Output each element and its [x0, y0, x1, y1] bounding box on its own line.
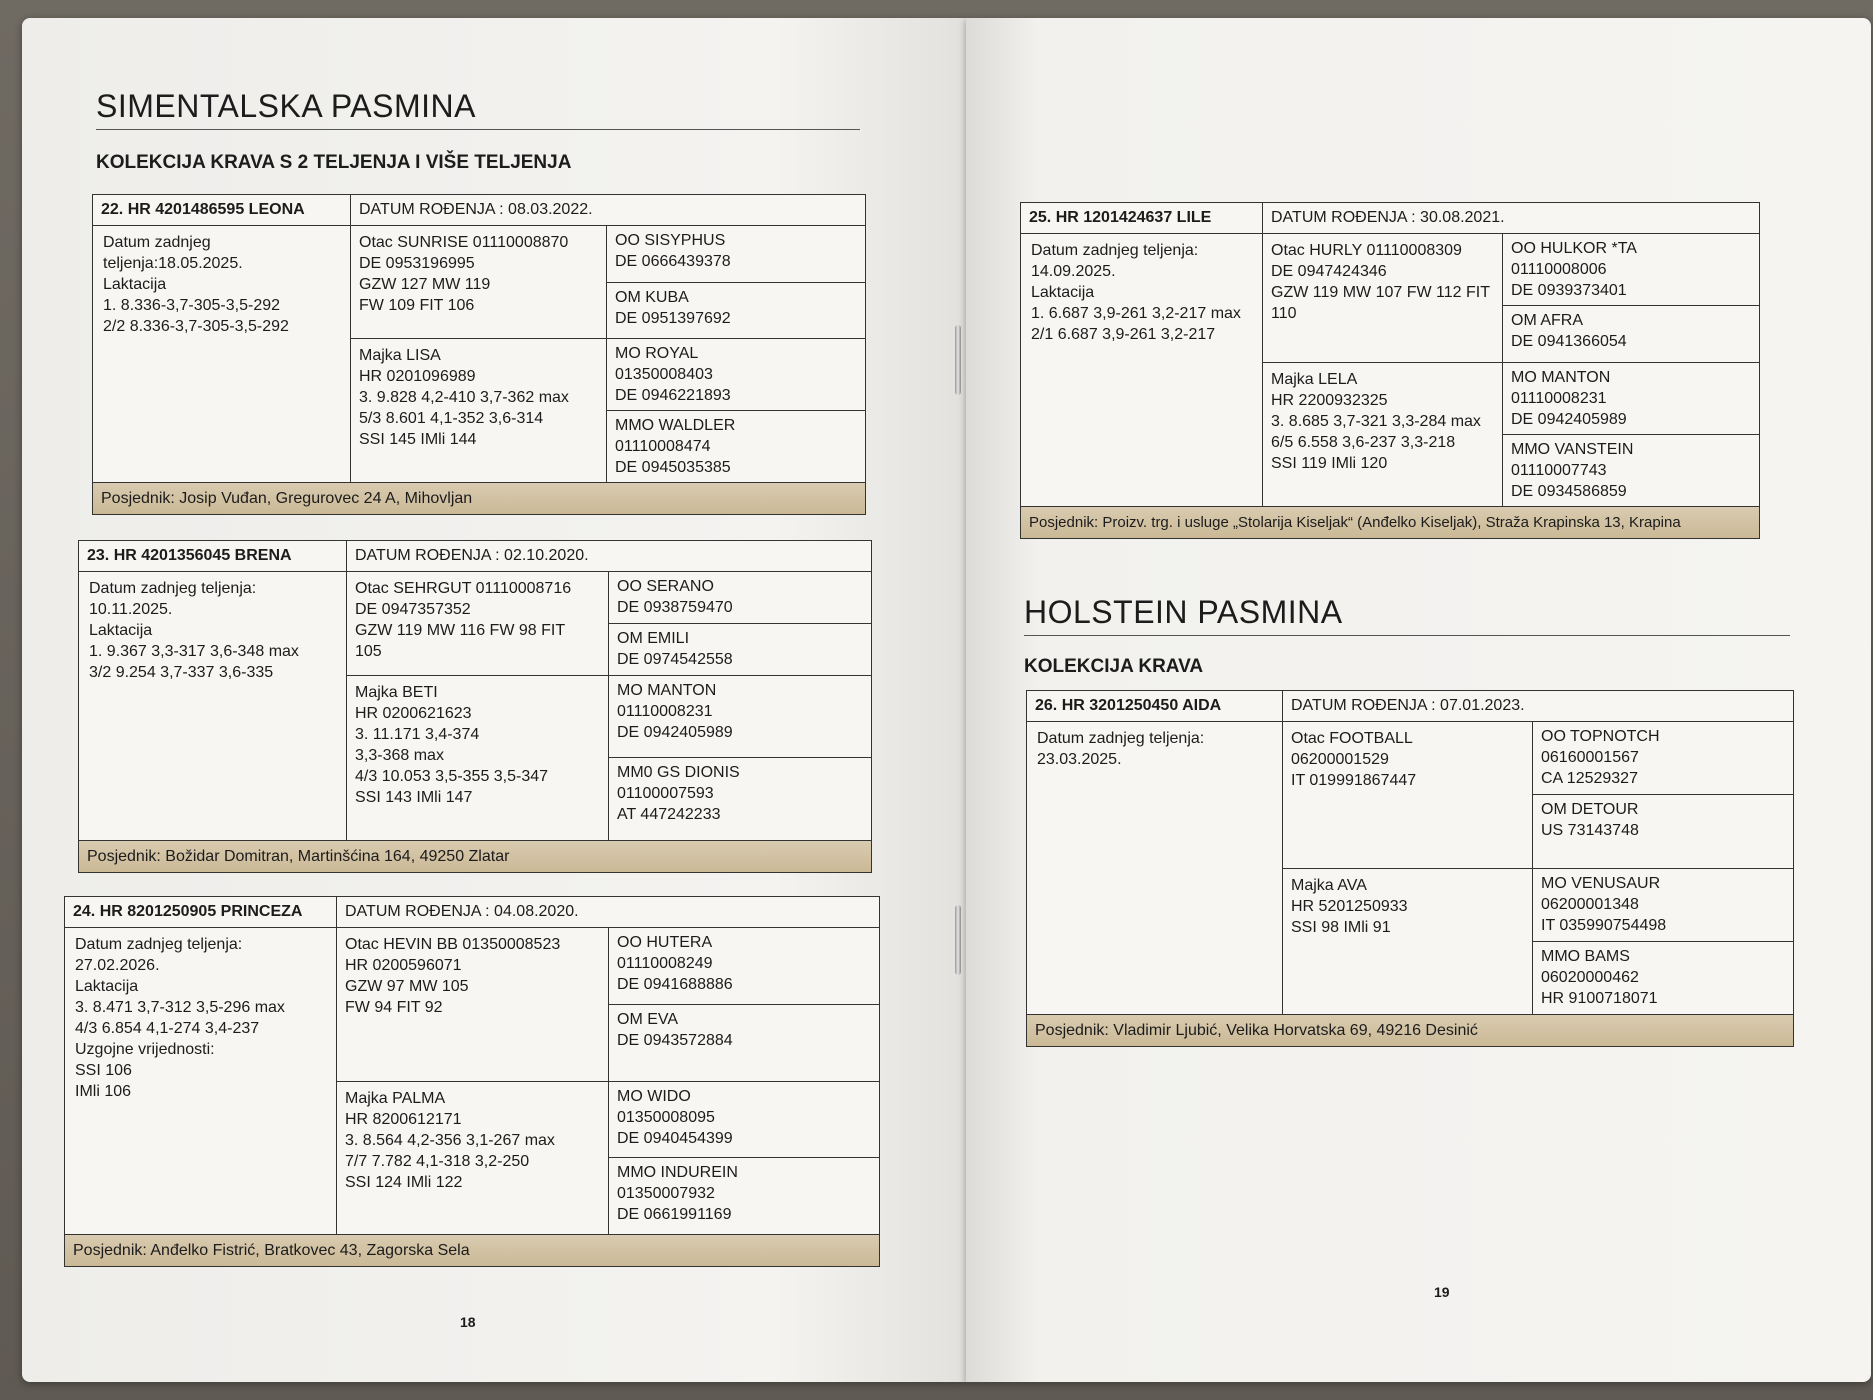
cow-id: 23. HR 4201356045 BRENA [79, 541, 347, 571]
cow-oo: OO HUTERA 01110008249 DE 0941688886 [609, 928, 879, 1005]
cow-dob: DATUM ROĐENJA : 07.01.2023. [1291, 697, 1525, 714]
cow-mother: Majka LISA HR 0201096989 3. 9.828 4,2-410 3,7-362 max 5/3 8.601 4,1-352 3,6-314 SSI 145 IMli 144 [351, 339, 607, 482]
cow-om: OM EMILI DE 0974542558 [617, 629, 733, 668]
cow-father: Otac FOOTBALL 06200001529 IT 019991867447 [1283, 722, 1533, 868]
cow-om: OM KUBA DE 0951397692 [615, 288, 731, 327]
cow-om: OM EVA DE 0943572884 [617, 1010, 733, 1049]
cow-calving-info: Datum zadnjeg teljenja: 27.02.2026. Laktacija 3. 8.471 3,7-312 3,5-296 max 4/3 6.854 4,1-274 3,4-237 Uzgojne vrijednosti: SSI 106 IMli 106 [65, 928, 337, 1234]
subsection-holstein: KOLEKCIJA KRAVA [1024, 656, 1204, 677]
cow-oo: OO HULKOR *TA 01110008006 DE 0939373401 [1503, 234, 1759, 306]
cow-father: Otac SEHRGUT 01110008716 DE 0947357352 GZW 119 MW 116 FW 98 FIT 105 [347, 572, 609, 675]
cow-mother: Majka LELA HR 2200932325 3. 8.685 3,7-321 3,3-284 max 6/5 6.558 3,6-237 3,3-218 SSI 119 IMli 120 [1263, 363, 1503, 506]
section-title-holstein: HOLSTEIN PASMINA [1024, 594, 1790, 636]
cow-oo: OO SERANO DE 0938759470 [609, 572, 871, 624]
cow-mmo: MM0 GS DIONIS 01100007593 AT 447242233 [617, 764, 740, 824]
cow-mother: Majka AVA HR 5201250933 SSI 98 IMli 91 [1283, 869, 1533, 1015]
cow-owner: Posjednik: Božidar Domitran, Martinšćina 164, 49250 Zlatar [79, 840, 871, 872]
cow-mo: MO MANTON 01110008231 DE 0942405989 [609, 676, 871, 759]
cow-oo: OO SISYPHUS DE 0666439378 [607, 226, 865, 283]
cow-id: 24. HR 8201250905 PRINCEZA [65, 897, 337, 927]
cow-card-25 [1020, 202, 1760, 539]
cow-mo: MO MANTON 01110008231 DE 0942405989 [1503, 363, 1759, 435]
cow-father: Otac HURLY 01110008309 DE 0947424346 GZW 119 MW 107 FW 112 FIT 110 [1263, 234, 1503, 362]
cow-mother: Majka PALMA HR 8200612171 3. 8.564 4,2-356 3,1-267 max 7/7 7.782 4,1-318 3,2-250 SSI 124 IMli 122 [337, 1082, 609, 1235]
cow-id: 25. HR 1201424637 LILE [1021, 203, 1263, 233]
cow-mmo: MMO WALDLER 01110008474 DE 0945035385 [615, 417, 736, 476]
cow-owner: Posjednik: Josip Vuđan, Gregurovec 24 A, Mihovljan [93, 482, 865, 514]
cow-id: 22. HR 4201486595 LEONA [93, 195, 351, 225]
cow-om: OM DETOUR US 73143748 [1541, 801, 1639, 840]
cow-mo: MO ROYAL 01350008403 DE 0946221893 [607, 339, 865, 411]
cow-calving-info: Datum zadnjeg teljenja:18.05.2025. Laktacija 1. 8.336-3,7-305-3,5-292 2/2 8.336-3,7-305-3,5-292 [93, 226, 351, 482]
cow-dob: DATUM ROĐENJA : 30.08.2021. [1271, 209, 1505, 226]
cow-mmo: MMO BAMS 06020000462 HR 9100718071 [1541, 947, 1658, 1007]
cow-calving-info: Datum zadnjeg teljenja: 14.09.2025. Laktacija 1. 6.687 3,9-261 3,2-217 max 2/1 6.687 3,9-261 3,2-217 [1021, 234, 1263, 506]
cow-mo: MO VENUSAUR 06200001348 IT 035990754498 [1533, 869, 1793, 942]
cow-mother: Majka BETI HR 0200621623 3. 11.171 3,4-374 3,3-368 max 4/3 10.053 3,5-355 3,5-347 SSI 143 IMli 147 [347, 676, 609, 840]
cow-card-23 [78, 540, 872, 873]
cow-calving-info: Datum zadnjeg teljenja: 10.11.2025. Laktacija 1. 9.367 3,3-317 3,6-348 max 3/2 9.254 3,7-337 3,6-335 [79, 572, 347, 840]
staple-bottom [955, 905, 961, 975]
cow-owner: Posjednik: Anđelko Fistrić, Bratkovec 43, Zagorska Sela [65, 1234, 879, 1266]
cow-card-26 [1026, 690, 1794, 1047]
section-title-simental: SIMENTALSKA PASMINA [96, 88, 860, 130]
cow-dob: DATUM ROĐENJA : 02.10.2020. [355, 547, 589, 564]
cow-owner: Posjednik: Vladimir Ljubić, Velika Horvatska 69, 49216 Desinić [1027, 1014, 1793, 1046]
cow-father: Otac SUNRISE 01110008870 DE 0953196995 GZW 127 MW 119 FW 109 FIT 106 [351, 226, 607, 338]
cow-owner: Posjednik: Proizv. trg. i usluge „Stolarija Kiseljak“ (Anđelko Kiseljak), Straža Krapinska 13, Krapina [1021, 506, 1759, 538]
subsection-simental: KOLEKCIJA KRAVA S 2 TELJENJA I VIŠE TELJENJA [96, 152, 572, 173]
cow-om: OM AFRA DE 0941366054 [1511, 312, 1627, 350]
cow-calving-info: Datum zadnjeg teljenja: 23.03.2025. [1027, 722, 1283, 1014]
cow-id: 26. HR 3201250450 AIDA [1027, 691, 1283, 721]
cow-mmo: MMO INDUREIN 01350007932 DE 0661991169 [617, 1164, 738, 1224]
cow-dob: DATUM ROĐENJA : 08.03.2022. [359, 201, 593, 218]
cow-oo: OO TOPNOTCH 06160001567 CA 12529327 [1533, 722, 1793, 795]
cow-dob: DATUM ROĐENJA : 04.08.2020. [345, 903, 579, 920]
cow-father: Otac HEVIN BB 01350008523 HR 0200596071 GZW 97 MW 105 FW 94 FIT 92 [337, 928, 609, 1081]
cow-mo: MO WIDO 01350008095 DE 0940454399 [609, 1082, 879, 1159]
cow-mmo: MMO VANSTEIN 01110007743 DE 0934586859 [1511, 441, 1634, 500]
cow-card-24 [64, 896, 880, 1267]
page-number-right: 19 [1434, 1284, 1450, 1300]
cow-card-22 [92, 194, 866, 515]
staple-top [955, 325, 961, 395]
page-number-left: 18 [460, 1314, 476, 1330]
